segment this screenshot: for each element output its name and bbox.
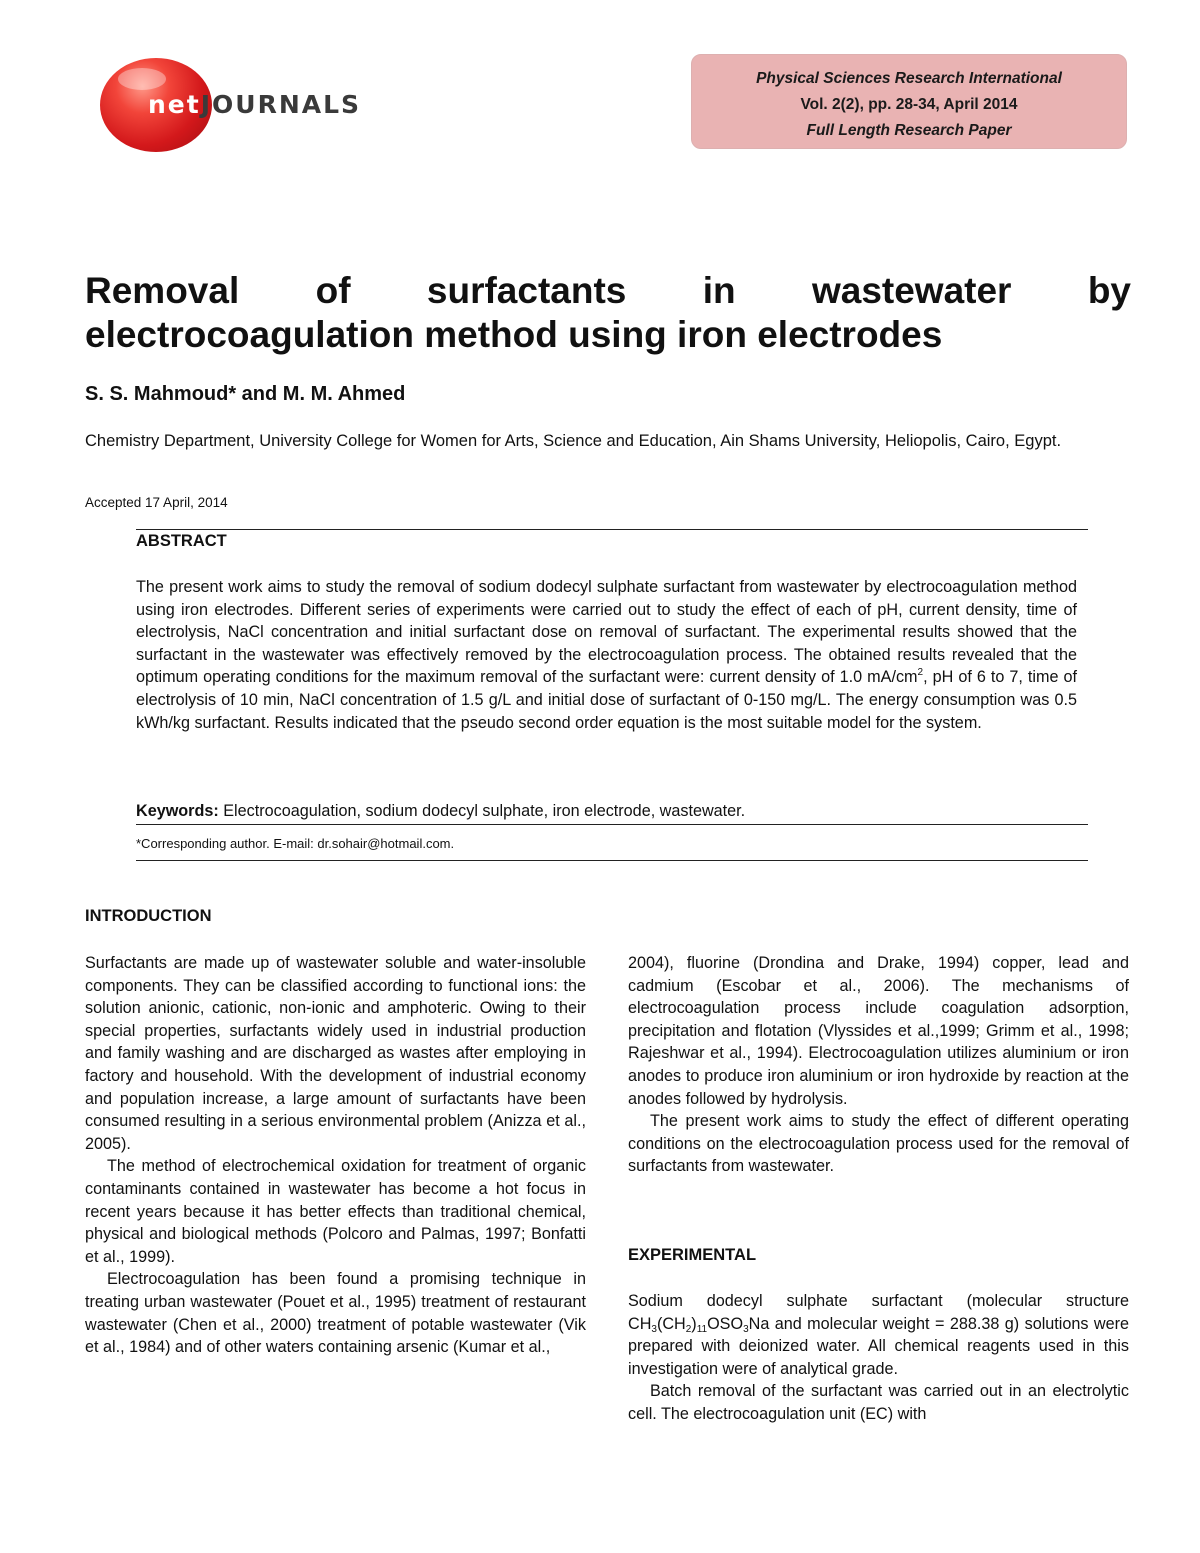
experimental-paragraph-1	[628, 1290, 1129, 1380]
paper-title	[85, 269, 1131, 357]
paper-authors: S. S. Mahmoud* and M. M. Ahmed	[85, 383, 406, 405]
experimental-section	[628, 1290, 1129, 1426]
keywords-bottom-rule	[136, 824, 1088, 825]
netjournals-logo	[96, 56, 416, 156]
abstract-superscript: 2	[917, 667, 924, 679]
exp-text-c: )	[691, 1314, 697, 1333]
intro-paragraph-4: 2004), fluorine (Drondina and Drake, 1994) copper, lead and cadmium (Escobar et al., 2006). The mechanisms of electrocoagulation process include coagulation adsorption, precipitation and flotation (Vlyssides et al.,1999; Grimm et al., 1998; Rajeshwar et al., 1994). Electrocoagulation utilizes aluminium or iron anodes to produce iron aluminium or iron hydroxide by reaction at the anodes followed by hydrolysis.	[628, 954, 1129, 1108]
paper-type: Full Length Research Paper	[806, 122, 1012, 139]
abstract-text-part-2: , pH of 6 to 7, time of electrolysis of 10 min, NaCl concentration of 1.5 g/L and initial dose of surfactant of 0-150 mg/L. The energy consumption was 0.5 kWh/kg surfactant. Results indicated that the pseudo second order equation is the most suitable model for the system.	[136, 668, 1077, 732]
keywords-text: Electrocoagulation, sodium dodecyl sulphate, iron electrode, wastewater.	[218, 802, 746, 820]
intro-paragraph-1: Surfactants are made up of wastewater soluble and water-insoluble components. They can be classified according to functional ions: the solution anionic, cationic, non-ionic and amphoteric. Owing to their special properties, surfactants widely used in industrial production and family washing and are discharged as wastes after employing in factory and household. With the development of industrial economy and population increase, a large amount of surfactants have been consumed resulting in a serious environmental problem (Anizza et al., 2005).	[85, 954, 586, 1153]
journal-name: Physical Sciences Research International	[756, 70, 1062, 87]
abstract-heading: ABSTRACT	[136, 532, 227, 550]
corresponding-author-note: *Corresponding author. E-mail: dr.sohair@hotmail.com.	[136, 836, 455, 851]
introduction-heading: INTRODUCTION	[85, 907, 212, 925]
keywords-line	[136, 802, 745, 821]
journal-info-box	[691, 54, 1127, 149]
journal-volume-info: Vol. 2(2), pp. 28-34, April 2014	[800, 96, 1018, 113]
intro-paragraph-5: The present work aims to study the effect of different operating conditions on the electrocoagulation process used for the removal of surfactants from wastewater.	[628, 1112, 1129, 1176]
experimental-paragraph-2: Batch removal of the surfactant was carried out in an electrolytic cell. The electrocoagulation unit (EC) with	[628, 1382, 1129, 1423]
exp-text-b: (CH	[656, 1314, 686, 1333]
keywords-label: Keywords:	[136, 802, 219, 820]
logo-net-text: net	[148, 90, 201, 119]
author-affiliation: Chemistry Department, University College for Women for Arts, Science and Education, Ain Shams University, Heliopolis, Cairo, Egypt.	[85, 432, 1062, 450]
logo-wordmark	[148, 90, 361, 119]
abstract-top-rule	[136, 529, 1088, 530]
exp-text-d: OSO	[707, 1314, 744, 1333]
paper-title-line-2: electrocoagulation method using iron electrodes	[85, 314, 943, 355]
exp-subscript-2: 2	[685, 1323, 692, 1335]
abstract-bottom-rule	[136, 860, 1088, 861]
logo-journals-text: JOURNALS	[200, 90, 362, 119]
exp-text-e: Na and molecular weight = 288.38 g) solutions were prepared with deionized water. All chemical reagents used in this investigation were of analytical grade.	[628, 1314, 1129, 1378]
abstract-text	[136, 576, 1077, 734]
exp-text-a: Sodium dodecyl sulphate surfactant (molecular structure CH	[628, 1292, 1129, 1333]
exp-subscript-4: 3	[743, 1323, 749, 1335]
paper-title-line-1: Removal of surfactants in wastewater by	[85, 270, 1131, 311]
intro-paragraph-3: Electrocoagulation has been found a promising technique in treating urban wastewater (Pouet et al., 1995) treatment of restaurant wastewater (Chen et al., 2000) treatment of potable wastewater (Vik et al., 1984) and of other waters containing arsenic (Kumar et al.,	[85, 1270, 586, 1357]
right-column	[628, 952, 1129, 1178]
accepted-date: Accepted 17 April, 2014	[85, 495, 228, 510]
exp-subscript-1: 3	[651, 1323, 657, 1335]
left-column	[85, 952, 586, 1359]
intro-paragraph-2: The method of electrochemical oxidation for treatment of organic contaminants contained in wastewater has become a hot focus in recent years because it has better effects than traditional chemical, physical and biological methods (Polcoro and Palmas, 1997; Bonfatti et al., 1999).	[85, 1157, 586, 1266]
exp-subscript-3: 11	[696, 1323, 708, 1335]
experimental-heading: EXPERIMENTAL	[628, 1246, 757, 1264]
abstract-text-part-1: The present work aims to study the removal of sodium dodecyl sulphate surfactant from wastewater by electrocoagulation method using iron electrodes. Different series of experiments were carried out to study the effect of each of pH, current density, time of electrolysis, NaCl concentration and initial surfactant dose on removal of surfactant. The experimental results showed that the surfactant in the wastewater was effectively removed by the electrocoagulation process. The obtained results revealed that the optimum operating conditions for the maximum removal of the surfactant were: current density of 1.0 mA/cm	[136, 578, 1077, 687]
